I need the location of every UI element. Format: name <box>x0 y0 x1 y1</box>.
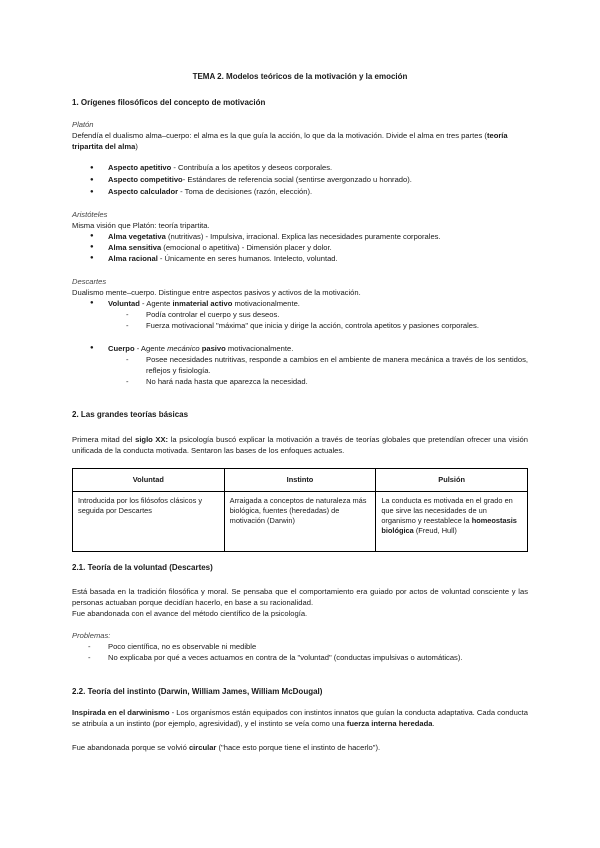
descartes-label: Descartes <box>72 277 107 286</box>
page-title: TEMA 2. Modelos teóricos de la motivación y la emoción <box>192 72 408 81</box>
comparison-table <box>72 468 528 552</box>
descartes-cuerpo <box>108 343 528 354</box>
list-item: ● Alma sensitiva (emocional o apetitiva) - Dimensión placer y dolor. <box>108 242 528 253</box>
section-2-heading: 2. Las grandes teorías básicas <box>72 410 189 419</box>
list-item: ● Aspecto calculador - Toma de decisiones (razón, elección). <box>108 186 528 198</box>
descartes-voluntad <box>108 298 528 309</box>
table-cell: Introducida por los filósofos clásicos y seguida por Descartes <box>73 492 225 552</box>
descartes-intro: Dualismo mente–cuerpo. Distingue entre aspectos pasivos y activos de la motivación. <box>72 288 361 297</box>
section-2-intro: Primera mitad del siglo XX: la psicología buscó explicar la motivación a través de teorías globales que pretendían ofrecer una visión unificada de la conducta motivada. Sentaron las bases de los enfoques actuales. <box>72 435 528 455</box>
problems-label: Problemas: <box>72 631 111 640</box>
voluntad-sublist <box>146 309 528 331</box>
section-2-2-paragraph-2: Fue abandonada porque se volvió circular ("hace esto porque tiene el instinto de hacerlo"). <box>72 743 381 752</box>
list-item: ● Alma racional - Únicamente en seres humanos. Intelecto, voluntad. <box>108 253 528 264</box>
problems-list <box>108 641 528 663</box>
list-item: - No hará nada hasta que aparezca la necesidad. <box>146 376 528 387</box>
table-cell: Arraigada a conceptos de naturaleza más biológica, fuentes (heredadas) de motivación (Darwin) <box>224 492 376 552</box>
list-item: - Podía controlar el cuerpo y sus deseos. <box>146 309 528 320</box>
aristoteles-intro: Misma visión que Platón: teoría tripartita. <box>72 221 210 230</box>
list-item: - Fuerza motivacional "máxima" que inicia y dirige la acción, controla apetitos y pasiones corporales. <box>146 320 528 331</box>
section-1-heading: 1. Orígenes filosóficos del concepto de motivación <box>72 98 266 107</box>
table-header-cell: Pulsión <box>376 469 528 492</box>
table-cell: La conducta es motivada en el grado en que sirve las necesidades de un organismo y reestablece la homeostasis biológica (Freud, Hull) <box>376 492 528 552</box>
platon-list <box>108 162 528 198</box>
platon-intro: Defendía el dualismo alma–cuerpo: el alma es la que guía la acción, lo que da la motivación. Divide el alma en tres partes (teoría tripartita del alma) <box>72 131 508 151</box>
section-2-2-heading: 2.2. Teoría del instinto (Darwin, William James, William McDougal) <box>72 687 323 696</box>
list-item: - Poco científica, no es observable ni medible <box>108 641 528 652</box>
section-2-2-paragraph: Inspirada en el darwinismo - Los organismos están equipados con instintos innatos que guían la conducta adaptativa. Cada conducta se atribuía a un instinto (por ejemplo, agresividad), y el instinto se veía como una fuerza interna heredada. <box>72 708 528 728</box>
comparison-table-wrap <box>72 468 528 552</box>
list-item: ● Aspecto competitivo- Estándares de referencia social (sentirse avergonzado u honrado). <box>108 174 528 186</box>
aristoteles-label: Aristóteles <box>72 210 108 219</box>
list-item: ● Voluntad - Agente inmaterial activo motivacionalmente. <box>108 298 528 309</box>
aristoteles-list <box>108 231 528 264</box>
list-item: ● Alma vegetativa (nutritivas) - Impulsiva, irracional. Explica las necesidades puramente corporales. <box>108 231 528 242</box>
list-item: ● Cuerpo - Agente mecánico pasivo motivacionalmente. <box>108 343 528 354</box>
table-header-cell: Voluntad <box>73 469 225 492</box>
section-2-1-heading: 2.1. Teoría de la voluntad (Descartes) <box>72 563 213 572</box>
section-2-1-paragraph-2: Fue abandonada con el avance del método científico de la psicología. <box>72 609 308 618</box>
list-item: - No explicaba por qué a veces actuamos en contra de la "voluntad" (conductas impulsivas o automáticas). <box>108 652 528 663</box>
list-item: - Posee necesidades nutritivas, responde a cambios en el ambiente de manera mecánica a través de los sentidos, reflejos y fisiología. <box>146 354 528 376</box>
table-header-row <box>73 469 528 492</box>
platon-label: Platón <box>72 120 94 129</box>
list-item: ● Aspecto apetitivo - Contribuía a los apetitos y deseos corporales. <box>108 162 528 174</box>
section-2-1-paragraph: Está basada en la tradición filosófica y moral. Se pensaba que el comportamiento era guiado por actos de voluntad consciente y las personas actuaban porque decidían hacerlo, en base a su racionalidad. <box>72 587 528 607</box>
table-row <box>73 492 528 552</box>
cuerpo-sublist <box>146 354 528 387</box>
table-header-cell: Instinto <box>224 469 376 492</box>
